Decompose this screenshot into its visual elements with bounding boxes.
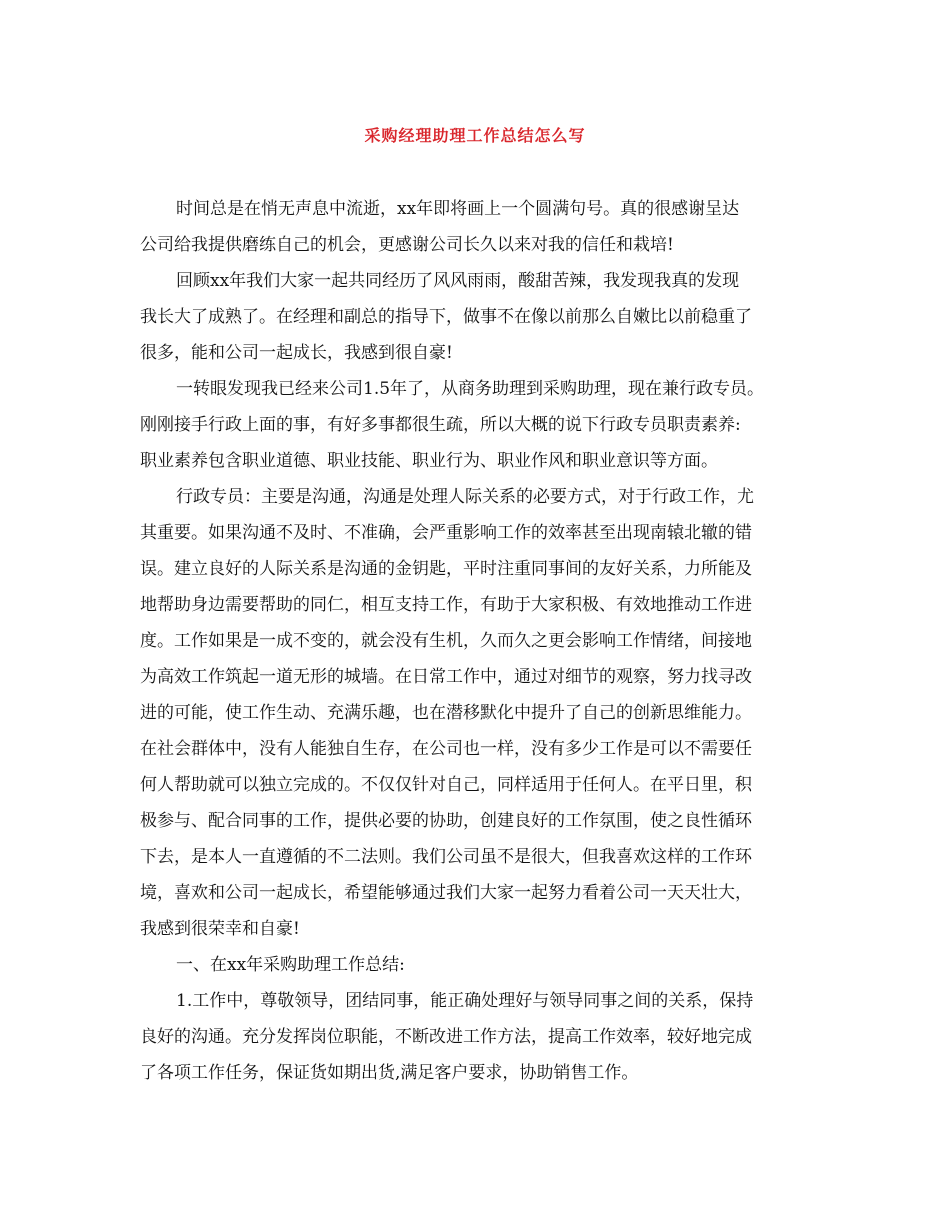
paragraph-line: 为高效工作筑起一道无形的城墙。在日常工作中，通过对细节的观察，努力找寻改 [140, 667, 752, 687]
paragraph-line: 进的可能，使工作生动、充满乐趣，也在潜移默化中提升了自己的创新思维能力。 [140, 703, 752, 723]
paragraph-line: 良好的沟通。充分发挥岗位职能，不断改进工作方法，提高工作效率，较好地完成 [140, 1027, 752, 1047]
paragraph-line: 职业素养包含职业道德、职业技能、职业行为、职业作风和职业意识等方面。 [140, 451, 718, 471]
paragraph-line: 其重要。如果沟通不及时、不准确，会严重影响工作的效率甚至出现南辕北辙的错 [140, 523, 752, 543]
document-title: 采购经理助理工作总结怎么写 [364, 126, 586, 145]
paragraph-line: 我感到很荣幸和自豪! [140, 919, 300, 939]
paragraph-line: 刚刚接手行政上面的事，有好多事都很生疏，所以大概的说下行政专员职责素养: [140, 415, 741, 435]
paragraph-line: 地帮助身边需要帮助的同仁，相互支持工作，有助于大家积极、有效地推动工作进 [140, 595, 752, 615]
paragraph-line: 回顾xx年我们大家一起共同经历了风风雨雨，酸甜苦辣，我发现我真的发现 [176, 271, 740, 291]
paragraph-line: 何人帮助就可以独立完成的。不仅仅针对自己，同样适用于任何人。在平日里，积 [140, 775, 752, 795]
paragraph-line: 1.工作中，尊敬领导，团结同事，能正确处理好与领导同事之间的关系，保持 [176, 991, 754, 1011]
paragraph-line: 度。工作如果是一成不变的，就会没有生机，久而久之更会影响工作情绪，间接地 [140, 631, 752, 651]
paragraph-line: 误。建立良好的人际关系是沟通的金钥匙，平时注重同事间的友好关系，力所能及 [140, 559, 752, 579]
paragraph-line: 很多，能和公司一起成长，我感到很自豪! [140, 343, 453, 363]
paragraph-line: 时间总是在悄无声息中流逝，xx年即将画上一个圆满句号。真的很感谢呈达 [176, 199, 740, 219]
paragraph-line: 境，喜欢和公司一起成长，希望能够通过我们大家一起努力看着公司一天天壮大， [140, 883, 752, 903]
paragraph-line: 了各项工作任务，保证货如期出货,满足客户要求，协助销售工作。 [140, 1063, 639, 1083]
paragraph-line: 行政专员：主要是沟通，沟通是处理人际关系的必要方式，对于行政工作，尤 [176, 487, 754, 507]
paragraph-line: 公司给我提供磨练自己的机会，更感谢公司长久以来对我的信任和栽培! [140, 235, 674, 255]
paragraph-line: 一转眼发现我已经来公司1.5年了，从商务助理到采购助理，现在兼行政专员。 [176, 379, 765, 399]
paragraph-line: 极参与、配合同事的工作，提供必要的协助，创建良好的工作氛围，使之良性循环 [140, 811, 752, 831]
paragraph-line: 在社会群体中，没有人能独自生存，在公司也一样，没有多少工作是可以不需要任 [140, 739, 752, 759]
paragraph-line: 我长大了成熟了。在经理和副总的指导下，做事不在像以前那么自嫩比以前稳重了 [140, 307, 752, 327]
paragraph-line: 下去，是本人一直遵循的不二法则。我们公司虽不是很大，但我喜欢这样的工作环 [140, 847, 752, 867]
section-heading: 一、在xx年采购助理工作总结: [176, 955, 405, 975]
